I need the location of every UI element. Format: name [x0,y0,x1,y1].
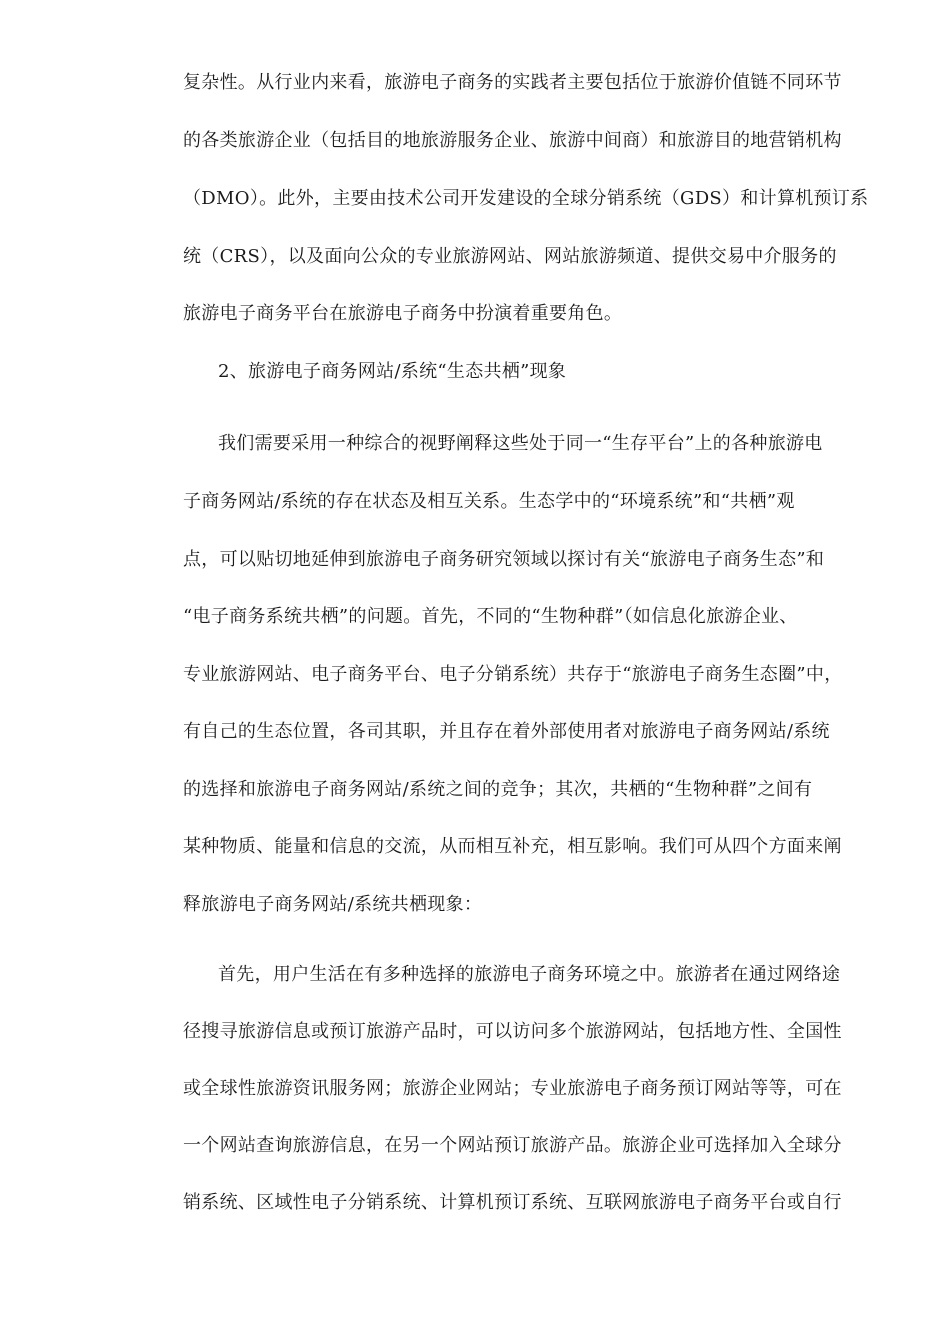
text-line: 或全球性旅游资讯服务网；旅游企业网站；专业旅游电子商务预订网站等等，可在 [183,1078,842,1099]
text-line: “电子商务系统共栖”的问题。首先，不同的“生物种群”（如信息化旅游企业、 [183,606,798,627]
text-line: （DMO）。此外，主要由技术公司开发建设的全球分销系统（GDS）和计算机预订系 [183,188,869,209]
section-heading: 2、旅游电子商务网站/系统“生态共栖”现象 [218,361,567,382]
text-line: 的选择和旅游电子商务网站/系统之间的竞争；其次，共栖的“生物种群”之间有 [183,779,813,800]
text-line: 一个网站查询旅游信息，在另一个网站预订旅游产品。旅游企业可选择加入全球分 [183,1135,842,1156]
text-line: 专业旅游网站、电子商务平台、电子分销系统）共存于“旅游电子商务生态圈”中， [183,664,843,685]
text-line: 销系统、区域性电子分销系统、计算机预订系统、互联网旅游电子商务平台或自行 [183,1192,842,1213]
text-line: 的各类旅游企业（包括目的地旅游服务企业、旅游中间商）和旅游目的地营销机构 [183,130,842,151]
text-line: 径搜寻旅游信息或预订旅游产品时，可以访问多个旅游网站，包括地方性、全国性 [183,1021,842,1042]
text-line: 释旅游电子商务网站/系统共栖现象： [183,894,483,915]
text-line: 旅游电子商务平台在旅游电子商务中扮演着重要角色。 [183,303,623,324]
text-line: 复杂性。从行业内来看，旅游电子商务的实践者主要包括位于旅游价值链不同环节 [183,72,842,93]
text-line: 某种物质、能量和信息的交流，从而相互补充，相互影响。我们可从四个方面来阐 [183,836,842,857]
text-line: 点，可以贴切地延伸到旅游电子商务研究领域以探讨有关“旅游电子商务生态”和 [183,549,825,570]
text-line: 有自己的生态位置，各司其职，并且存在着外部使用者对旅游电子商务网站/系统 [183,721,830,742]
text-line: 子商务网站/系统的存在状态及相互关系。生态学中的“环境系统”和“共栖”观 [183,491,795,512]
text-line: 我们需要采用一种综合的视野阐释这些处于同一“生存平台”上的各种旅游电 [218,433,823,454]
text-line: 首先，用户生活在有多种选择的旅游电子商务环境之中。旅游者在通过网络途 [218,964,841,985]
text-line: 统（CRS），以及面向公众的专业旅游网站、网站旅游频道、提供交易中介服务的 [183,246,837,267]
